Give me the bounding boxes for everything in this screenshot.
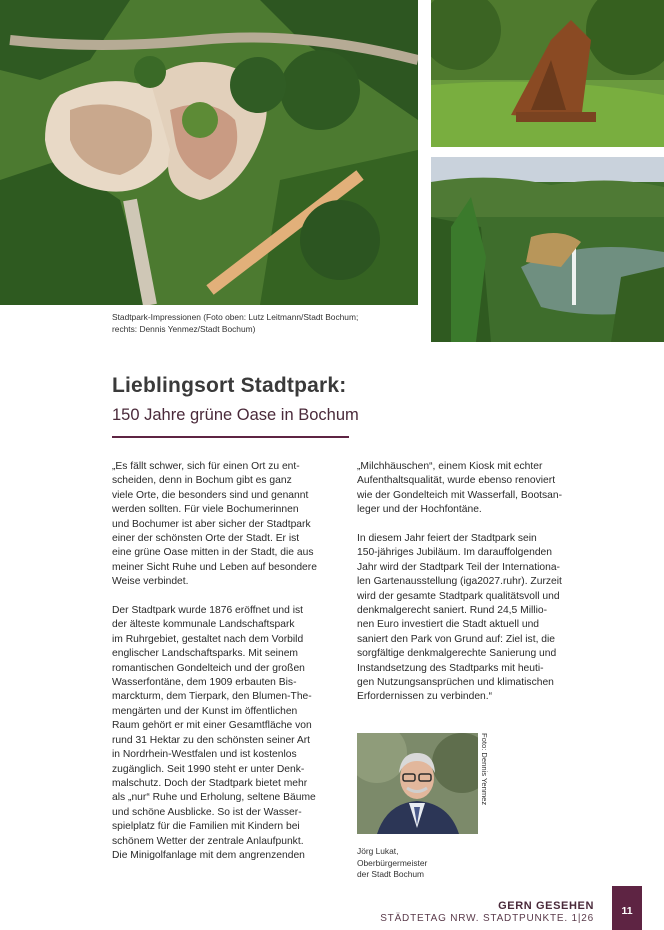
title-divider	[112, 436, 349, 438]
pond-fountain-photo	[431, 157, 664, 342]
article-title: Lieblingsort Stadtpark:	[112, 374, 347, 397]
paragraph: „Es fällt schwer, sich für einen Ort zu ent- scheiden, denn in Bochum gibt es ganz viele Orte, die besonders sind und genannt werden sollten. Für viele Bochumerinnen und Bochumer ist aber sicher der Stadtpark einer der schönsten Orte der Stadt. Er ist eine grüne Oase mitten in der Stadt, die aus meiner Sicht Ruhe und Leben auf besondere Weise verbindet.	[112, 461, 317, 588]
footer-publication: STÄDTETAG NRW. STADTPUNKTE. 1|26	[380, 913, 594, 924]
article-left-column	[112, 460, 348, 878]
page-number: 11	[621, 905, 633, 917]
paragraph: „Milchhäuschen“, einem Kiosk mit echter Aufenthaltsqualität, wurde ebenso renoviert wie der Gondelteich mit Wasserfall, Bootsan- leger und der Hochfontäne.	[357, 461, 563, 516]
photo-credit-text: Foto: Dennis Yenmez	[480, 733, 489, 806]
paragraph: In diesem Jahr feiert der Stadtpark sein 150-jähriges Jubiläum. Im darauffolgenden Jahr wird der Stadtpark Teil der Internationa- len Gartenausstellung (iga2027.ruhr). Zurzeit wird der gesamte Stadtpark qualitätsvoll und denkmalgerecht saniert. Rund 24,5 Millio- nen Euro investiert die Stadt aktuell und saniert den Park von Grund auf: Ziel ist, die sorgfältige denkmalgerechte Sanierung und Instandsetzung des Stadtparks mit heuti- gen Nutzungsansprüchen und klimatischen Erfordernissen zu verbinden.“	[357, 533, 562, 703]
portrait-photo	[357, 733, 478, 834]
paragraph: Der Stadtpark wurde 1876 eröffnet und ist der älteste kommunale Landschaftspark im Ruhrgebiet, gestaltet nach dem Vorbild englischer Landschaftsparks. Mit seinem romantischen Gondelteich und der großen Wasserfontäne, dem 1909 erbauten Bis- marckturm, dem Tierpark, den Blumen-The- mengärten und der Kunst im öffentlichen Raum gehört er mit einer Gesamtfläche von rund 31 Hektar zu den schönsten seiner Art in Nordrhein-Westfalen und ist kostenlos zugänglich. Seit 1990 steht er unter Denk- malschutz. Doch der Stadtpark bietet mehr als „nur“ Ruhe und Erholung, seltene Bäume und schöne Ausblicke. So ist der Wasser- spielplatz für die Familien mit Kindern bei schönem Wetter der zentrale Anlaufpunkt. Die Minigolfanlage mit dem angrenzenden	[112, 605, 316, 861]
aerial-park-photo	[0, 0, 418, 305]
portrait-caption: Jörg Lukat, Oberbürgermeister der Stadt Bochum	[357, 846, 428, 880]
footer-section-title: GERN GESEHEN	[498, 900, 594, 912]
article-right-column	[357, 460, 597, 719]
article-subtitle: 150 Jahre grüne Oase in Bochum	[112, 406, 359, 424]
photo-credit	[478, 733, 492, 833]
sculpture-photo	[431, 0, 664, 147]
photo-caption: Stadtpark-Impressionen (Foto oben: Lutz Leitmann/Stadt Bochum; rechts: Dennis Yenmez/Stadt Bochum)	[112, 312, 359, 334]
